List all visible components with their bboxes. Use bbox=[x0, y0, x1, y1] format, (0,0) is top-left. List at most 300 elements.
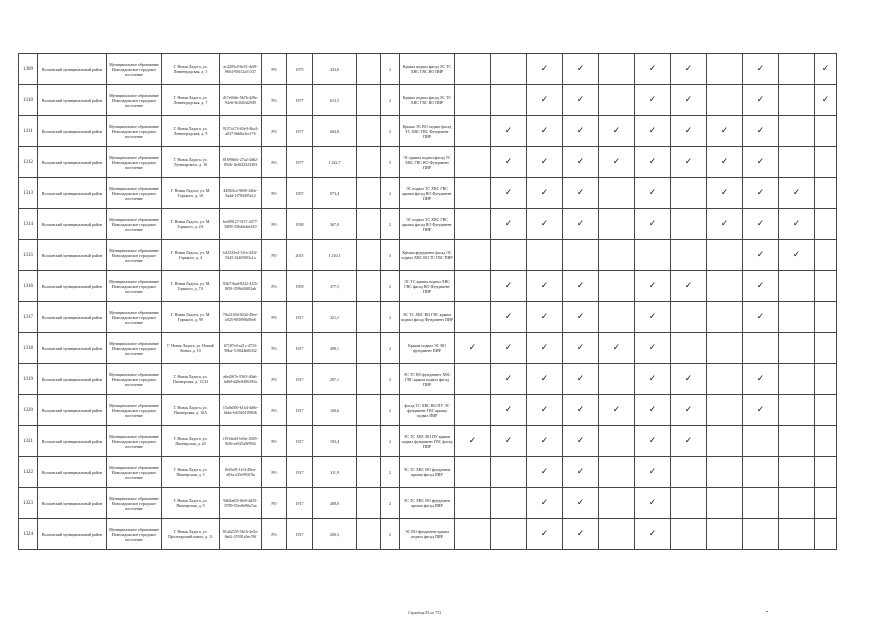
checkmark-icon: ✓ bbox=[720, 218, 729, 229]
work-type-cell bbox=[779, 488, 815, 519]
empty-cell bbox=[357, 178, 381, 209]
area-value: 287,1 bbox=[313, 364, 357, 395]
checkmark-icon: ✓ bbox=[504, 125, 513, 136]
construction-year: 1917 bbox=[287, 302, 313, 333]
address: Г. Новая Ладога, ул. Ленинградская, д. 5 bbox=[162, 54, 220, 85]
empty-cell bbox=[357, 364, 381, 395]
work-type-cell bbox=[455, 488, 491, 519]
work-type-cell bbox=[635, 240, 671, 271]
work-type-cell bbox=[743, 54, 779, 85]
checkmark-icon: ✓ bbox=[504, 187, 513, 198]
ownership-form: РО bbox=[262, 519, 287, 550]
fias-code: ba309127-5f37-4377-8499-336a0e4ef410 bbox=[220, 209, 262, 240]
work-type-cell bbox=[455, 302, 491, 333]
work-type-cell bbox=[671, 333, 707, 364]
work-type-cell bbox=[743, 333, 779, 364]
checkmark-icon: ✓ bbox=[756, 280, 765, 291]
work-type-cell bbox=[671, 209, 707, 240]
construction-year: 1917 bbox=[287, 426, 313, 457]
work-type-cell bbox=[743, 240, 779, 271]
work-type-cell bbox=[635, 519, 671, 550]
checkmark-icon: ✓ bbox=[648, 187, 657, 198]
work-type-cell bbox=[599, 147, 635, 178]
checkmark-icon: ✓ bbox=[756, 156, 765, 167]
address: Г. Новая Ладога, ул. Пионерская, д. 11/33 bbox=[162, 364, 220, 395]
work-type-cell bbox=[815, 209, 837, 240]
checkmark-icon: ✓ bbox=[540, 342, 549, 353]
work-type-cell bbox=[815, 271, 837, 302]
area-value: 160,6 bbox=[313, 395, 357, 426]
construction-year: 1917 bbox=[287, 457, 313, 488]
floors-count: 2 bbox=[381, 488, 400, 519]
checkmark-icon: ✓ bbox=[821, 94, 830, 105]
work-type-cell bbox=[599, 240, 635, 271]
work-type-cell bbox=[491, 240, 527, 271]
checkmark-icon: ✓ bbox=[684, 280, 693, 291]
work-type-cell bbox=[527, 209, 563, 240]
ownership-form: РО bbox=[262, 302, 287, 333]
ownership-form: РО bbox=[262, 240, 287, 271]
floors-count: 3 bbox=[381, 240, 400, 271]
work-type-cell bbox=[527, 302, 563, 333]
row-number: 1316 bbox=[19, 271, 38, 302]
checkmark-icon: ✓ bbox=[648, 311, 657, 322]
checkmark-icon: ✓ bbox=[468, 342, 477, 353]
checkmark-icon: ✓ bbox=[576, 466, 585, 477]
floors-count: 2 bbox=[381, 426, 400, 457]
empty-cell bbox=[357, 116, 381, 147]
work-type-cell bbox=[743, 116, 779, 147]
empty-cell bbox=[357, 240, 381, 271]
checkmark-icon: ✓ bbox=[720, 125, 729, 136]
address: Г. Новая Ладога, ул. Ленинградская, д. 7 bbox=[162, 85, 220, 116]
area-value: 408,0 bbox=[313, 488, 357, 519]
row-number: 1309 bbox=[19, 54, 38, 85]
fias-code: 9157a174-65e9-4ba4-a037-8eb8a3ec176 bbox=[220, 116, 262, 147]
work-type-cell bbox=[779, 271, 815, 302]
ownership-form: РО bbox=[262, 116, 287, 147]
address: Г. Новая Ладога, ул. Пролетарский канал, д. 11 bbox=[162, 519, 220, 550]
ownership-form: РО bbox=[262, 457, 287, 488]
work-type-cell bbox=[563, 178, 599, 209]
ownership-form: РО bbox=[262, 364, 287, 395]
fias-code: 9d04af03-f0e6-4d35-8789-55ec8e90a7aa bbox=[220, 488, 262, 519]
table-row bbox=[19, 178, 837, 209]
work-type-cell bbox=[707, 302, 743, 333]
checkmark-icon: ✓ bbox=[540, 497, 549, 508]
settlement-name: Муниципальное образование Новоладожское городское поселение bbox=[107, 302, 162, 333]
work-type-cell bbox=[707, 426, 743, 457]
checkmark-icon: ✓ bbox=[648, 63, 657, 74]
table-row bbox=[19, 457, 837, 488]
floors-count: 2 bbox=[381, 178, 400, 209]
work-type-cell bbox=[455, 54, 491, 85]
work-type-cell bbox=[743, 271, 779, 302]
work-type-cell bbox=[779, 364, 815, 395]
row-number: 1317 bbox=[19, 302, 38, 333]
work-type-cell bbox=[743, 85, 779, 116]
work-type-cell bbox=[455, 333, 491, 364]
district-name: Волховский муниципальный район bbox=[38, 178, 107, 209]
construction-year: 1977 bbox=[287, 116, 313, 147]
ownership-form: РО bbox=[262, 426, 287, 457]
work-type-cell bbox=[671, 178, 707, 209]
ownership-form: РО bbox=[262, 178, 287, 209]
work-type-cell bbox=[599, 302, 635, 333]
work-type-cell bbox=[707, 54, 743, 85]
checkmark-icon: ✓ bbox=[612, 125, 621, 136]
work-type-cell bbox=[455, 147, 491, 178]
work-type-cell bbox=[779, 85, 815, 116]
construction-year: 1938 bbox=[287, 209, 313, 240]
work-type-cell bbox=[635, 395, 671, 426]
work-type-cell bbox=[563, 333, 599, 364]
checkmark-icon: ✓ bbox=[648, 156, 657, 167]
checkmark-icon: ✓ bbox=[684, 156, 693, 167]
checkmark-icon: ✓ bbox=[504, 404, 513, 415]
work-type-cell bbox=[491, 488, 527, 519]
floors-count: 2 bbox=[381, 364, 400, 395]
area-value: 1 242,7 bbox=[313, 147, 357, 178]
checkmark-icon: ✓ bbox=[756, 404, 765, 415]
works-list: ЭС ТС ХВС ВО ГВС крыша подвал фасад Фундамент ПИР bbox=[400, 302, 455, 333]
empty-cell bbox=[357, 271, 381, 302]
checkmark-icon: ✓ bbox=[540, 125, 549, 136]
area-value: 200,3 bbox=[313, 519, 357, 550]
address: Г. Новая Ладога, ул. М. Горького, д. 4 bbox=[162, 240, 220, 271]
floors-count: 2 bbox=[381, 271, 400, 302]
table-row bbox=[19, 85, 837, 116]
ownership-form: РО bbox=[262, 209, 287, 240]
checkmark-icon: ✓ bbox=[576, 435, 585, 446]
settlement-name: Муниципальное образование Новоладожское городское поселение bbox=[107, 488, 162, 519]
settlement-name: Муниципальное образование Новоладожское городское поселение bbox=[107, 457, 162, 488]
work-type-cell bbox=[815, 519, 837, 550]
work-type-cell bbox=[455, 457, 491, 488]
works-list: ЭС крыша подвал фасад ТС ХВС ГВС ВО Фундамент ПИР bbox=[400, 147, 455, 178]
district-name: Волховский муниципальный район bbox=[38, 457, 107, 488]
work-type-cell bbox=[455, 116, 491, 147]
checkmark-icon: ✓ bbox=[648, 404, 657, 415]
address: Г. Новая Ладога, ул. Пионерская, д. 20 bbox=[162, 426, 220, 457]
checkmark-icon: ✓ bbox=[720, 187, 729, 198]
fias-code: 81a62535-5b1b-4e5a-8a62-25591a5ec59f bbox=[220, 519, 262, 550]
ownership-form: РО bbox=[262, 395, 287, 426]
checkmark-icon: ✓ bbox=[540, 466, 549, 477]
work-type-cell bbox=[527, 85, 563, 116]
area-value: 1 210,1 bbox=[313, 240, 357, 271]
row-number: 1319 bbox=[19, 364, 38, 395]
work-type-cell bbox=[491, 395, 527, 426]
table-row bbox=[19, 147, 837, 178]
settlement-name: Муниципальное образование Новоладожское городское поселение bbox=[107, 426, 162, 457]
ownership-form: РО bbox=[262, 271, 287, 302]
construction-year: 1977 bbox=[287, 147, 313, 178]
work-type-cell bbox=[743, 519, 779, 550]
floors-count: 2 bbox=[381, 519, 400, 550]
area-value: 377,5 bbox=[313, 271, 357, 302]
checkmark-icon: ✓ bbox=[756, 311, 765, 322]
table-row bbox=[19, 209, 837, 240]
work-type-cell bbox=[491, 85, 527, 116]
work-type-cell bbox=[527, 457, 563, 488]
checkmark-icon: ✓ bbox=[684, 435, 693, 446]
address: Г. Новая Ладога, ул. Луначарского, д. 10 bbox=[162, 147, 220, 178]
checkmark-icon: ✓ bbox=[540, 63, 549, 74]
checkmark-icon: ✓ bbox=[648, 528, 657, 539]
checkmark-icon: ✓ bbox=[504, 373, 513, 384]
work-type-cell bbox=[455, 519, 491, 550]
checkmark-icon: ✓ bbox=[648, 125, 657, 136]
work-type-cell bbox=[743, 395, 779, 426]
work-type-cell bbox=[635, 457, 671, 488]
checkmark-icon: ✓ bbox=[756, 373, 765, 384]
checkmark-icon: ✓ bbox=[504, 156, 513, 167]
ownership-form: РО bbox=[262, 333, 287, 364]
checkmark-icon: ✓ bbox=[504, 311, 513, 322]
work-type-cell bbox=[671, 116, 707, 147]
table-row bbox=[19, 333, 837, 364]
district-name: Волховский муниципальный район bbox=[38, 333, 107, 364]
empty-cell bbox=[357, 333, 381, 364]
work-type-cell bbox=[671, 519, 707, 550]
work-type-cell bbox=[491, 116, 527, 147]
floors-count: 2 bbox=[381, 333, 400, 364]
checkmark-icon: ✓ bbox=[720, 156, 729, 167]
work-type-cell bbox=[779, 302, 815, 333]
work-type-cell bbox=[671, 271, 707, 302]
checkmark-icon: ✓ bbox=[576, 311, 585, 322]
settlement-name: Муниципальное образование Новоладожское городское поселение bbox=[107, 364, 162, 395]
address: Г. Новая Ладога, ул. Ленинградская, д. 9 bbox=[162, 116, 220, 147]
work-type-cell bbox=[707, 116, 743, 147]
floors-count: 2 bbox=[381, 457, 400, 488]
work-type-cell bbox=[707, 395, 743, 426]
settlement-name: Муниципальное образование Новоладожское городское поселение bbox=[107, 240, 162, 271]
checkmark-icon: ✓ bbox=[684, 125, 693, 136]
work-type-cell bbox=[779, 519, 815, 550]
checkmark-icon: ✓ bbox=[540, 94, 549, 105]
work-type-cell bbox=[491, 519, 527, 550]
work-type-cell bbox=[635, 85, 671, 116]
checkmark-icon: ✓ bbox=[540, 280, 549, 291]
checkmark-icon: ✓ bbox=[540, 187, 549, 198]
floors-count: 2 bbox=[381, 116, 400, 147]
work-type-cell bbox=[599, 457, 635, 488]
district-name: Волховский муниципальный район bbox=[38, 116, 107, 147]
work-type-cell bbox=[599, 54, 635, 85]
work-type-cell bbox=[599, 271, 635, 302]
checkmark-icon: ✓ bbox=[576, 125, 585, 136]
works-list: ЭС подвал ТС ХВС ГВС крыша фасад ВО Фундамент ПИР bbox=[400, 209, 455, 240]
empty-cell bbox=[357, 457, 381, 488]
work-type-cell bbox=[707, 240, 743, 271]
table-row bbox=[19, 395, 837, 426]
construction-year: 1957 bbox=[287, 178, 313, 209]
works-list: Крыша подвал фасад ЭС ТС ХВС ГВС ВО ПИР bbox=[400, 85, 455, 116]
work-type-cell bbox=[743, 147, 779, 178]
work-type-cell bbox=[599, 116, 635, 147]
checkmark-icon: ✓ bbox=[648, 218, 657, 229]
checkmark-icon: ✓ bbox=[504, 280, 513, 291]
address: Г. Новая Ладога, ул. М. Горького, д. 10 bbox=[162, 178, 220, 209]
works-list: Крыша фундамент фасад ЭС подвал ХВС ВО ТС ГВС ПИР bbox=[400, 240, 455, 271]
work-type-cell bbox=[635, 271, 671, 302]
area-value: 193,4 bbox=[313, 426, 357, 457]
fias-code: d17e69ab-5b7b-429e-92e6-5b1b6fd2949 bbox=[220, 85, 262, 116]
table-row bbox=[19, 116, 837, 147]
works-list: фасад ТС ХВС ВО ПУ ЭС фундамент ГВС крыша подвал ПИР bbox=[400, 395, 455, 426]
checkmark-icon: ✓ bbox=[576, 63, 585, 74]
fias-code: 67187e4-a21c-4733-99ba-7c50d4b0f032 bbox=[220, 333, 262, 364]
works-list: ЭС ТС ВО фундамент ХВС ГВС крыша подвал фасад ПИР bbox=[400, 364, 455, 395]
work-type-cell bbox=[707, 457, 743, 488]
fias-code: 8ef5ef9-11f4-49ea-a83a-a35e99319a bbox=[220, 457, 262, 488]
checkmark-icon: ✓ bbox=[792, 218, 801, 229]
work-type-cell bbox=[599, 426, 635, 457]
work-type-cell bbox=[707, 147, 743, 178]
ownership-form: РО bbox=[262, 54, 287, 85]
fias-code: 70a3145d-0242-49ee-a025-905090b06e6 bbox=[220, 302, 262, 333]
work-type-cell bbox=[779, 426, 815, 457]
construction-year: 1917 bbox=[287, 364, 313, 395]
work-type-cell bbox=[527, 116, 563, 147]
work-type-cell bbox=[815, 54, 837, 85]
settlement-name: Муниципальное образование Новоладожское городское поселение bbox=[107, 54, 162, 85]
checkmark-icon: ✓ bbox=[684, 373, 693, 384]
works-list: ЭС ВО фундамент крыша подвал фасад ПИР bbox=[400, 519, 455, 550]
work-type-cell bbox=[563, 426, 599, 457]
checkmark-icon: ✓ bbox=[648, 280, 657, 291]
work-type-cell bbox=[491, 209, 527, 240]
fias-code: 15a9a500-b1b4-4d0e-bbbe-b4f5b5109846 bbox=[220, 395, 262, 426]
checkmark-icon: ✓ bbox=[576, 280, 585, 291]
address: Г. Новая Ладога, ул. Пионерская, д. 9 bbox=[162, 488, 220, 519]
works-list: ЭС подвал ТС ХВС ГВС крыша фасад ВО Фундамент ПИР bbox=[400, 178, 455, 209]
work-type-cell bbox=[455, 364, 491, 395]
work-type-cell bbox=[635, 333, 671, 364]
checkmark-icon: ✓ bbox=[468, 435, 477, 446]
empty-cell bbox=[357, 147, 381, 178]
checkmark-icon: ✓ bbox=[612, 156, 621, 167]
checkmark-icon: ✓ bbox=[756, 94, 765, 105]
work-type-cell bbox=[671, 395, 707, 426]
work-type-cell bbox=[491, 333, 527, 364]
work-type-cell bbox=[455, 271, 491, 302]
work-type-cell bbox=[527, 147, 563, 178]
work-type-cell bbox=[707, 85, 743, 116]
checkmark-icon: ✓ bbox=[792, 187, 801, 198]
checkmark-icon: ✓ bbox=[648, 497, 657, 508]
housing-register-table bbox=[18, 53, 837, 550]
page-footer: Страница 83 из 753 bbox=[408, 610, 442, 615]
work-type-cell bbox=[635, 116, 671, 147]
work-type-cell bbox=[491, 364, 527, 395]
area-value: 433,6 bbox=[313, 54, 357, 85]
work-type-cell bbox=[635, 147, 671, 178]
district-name: Волховский муниципальный район bbox=[38, 364, 107, 395]
work-type-cell bbox=[671, 85, 707, 116]
settlement-name: Муниципальное образование Новоладожское городское поселение bbox=[107, 147, 162, 178]
table-row bbox=[19, 271, 837, 302]
work-type-cell bbox=[491, 302, 527, 333]
row-number: 1321 bbox=[19, 426, 38, 457]
settlement-name: Муниципальное образование Новоладожское городское поселение bbox=[107, 271, 162, 302]
work-type-cell bbox=[815, 147, 837, 178]
table-row bbox=[19, 364, 837, 395]
work-type-cell bbox=[671, 457, 707, 488]
work-type-cell bbox=[527, 54, 563, 85]
work-type-cell bbox=[635, 54, 671, 85]
checkmark-icon: ✓ bbox=[612, 404, 621, 415]
floors-count: 2 bbox=[381, 209, 400, 240]
work-type-cell bbox=[599, 333, 635, 364]
work-type-cell bbox=[707, 488, 743, 519]
district-name: Волховский муниципальный район bbox=[38, 519, 107, 550]
checkmark-icon: ✓ bbox=[576, 373, 585, 384]
work-type-cell bbox=[491, 426, 527, 457]
work-type-cell bbox=[779, 178, 815, 209]
ownership-form: РО bbox=[262, 85, 287, 116]
works-list: Крыша подвал ЭС ВО фундамент ПИР bbox=[400, 333, 455, 364]
checkmark-icon: ✓ bbox=[756, 187, 765, 198]
work-type-cell bbox=[815, 426, 837, 457]
settlement-name: Муниципальное образование Новоладожское городское поселение bbox=[107, 333, 162, 364]
work-type-cell bbox=[635, 364, 671, 395]
area-value: 311,9 bbox=[313, 457, 357, 488]
work-type-cell bbox=[671, 302, 707, 333]
empty-cell bbox=[357, 395, 381, 426]
floors-count: 2 bbox=[381, 395, 400, 426]
works-list: ЭС ТС ХВС ВО фундамент крыша фасад ПИР bbox=[400, 488, 455, 519]
row-number: 1320 bbox=[19, 395, 38, 426]
area-value: 498,1 bbox=[313, 333, 357, 364]
checkmark-icon: ✓ bbox=[576, 497, 585, 508]
settlement-name: Муниципальное образование Новоладожское городское поселение bbox=[107, 116, 162, 147]
work-type-cell bbox=[491, 147, 527, 178]
table-row bbox=[19, 54, 837, 85]
works-list: Крыша подвал фасад ЭС ТС ХВС ГВС ВО ПИР bbox=[400, 54, 455, 85]
checkmark-icon: ✓ bbox=[576, 187, 585, 198]
scan-speck bbox=[766, 611, 768, 612]
work-type-cell bbox=[455, 178, 491, 209]
work-type-cell bbox=[671, 240, 707, 271]
checkmark-icon: ✓ bbox=[821, 63, 830, 74]
work-type-cell bbox=[671, 54, 707, 85]
works-list: ЭС ТС крыша подвал ХВС ГВС фасад ВО Фундамент ПИР bbox=[400, 271, 455, 302]
district-name: Волховский муниципальный район bbox=[38, 395, 107, 426]
work-type-cell bbox=[455, 85, 491, 116]
floors-count: 2 bbox=[381, 85, 400, 116]
work-type-cell bbox=[743, 457, 779, 488]
work-type-cell bbox=[599, 519, 635, 550]
district-name: Волховский муниципальный район bbox=[38, 240, 107, 271]
checkmark-icon: ✓ bbox=[540, 528, 549, 539]
checkmark-icon: ✓ bbox=[756, 63, 765, 74]
work-type-cell bbox=[743, 364, 779, 395]
empty-cell bbox=[357, 85, 381, 116]
work-type-cell bbox=[563, 116, 599, 147]
district-name: Волховский муниципальный район bbox=[38, 426, 107, 457]
works-list: ЭС ТС ХВС ВО фундамент крыша фасад ПИР bbox=[400, 457, 455, 488]
work-type-cell bbox=[635, 488, 671, 519]
work-type-cell bbox=[779, 116, 815, 147]
work-type-cell bbox=[563, 85, 599, 116]
fias-code: ac3205c0-6e51-4ef9-9604-95012a51337 bbox=[220, 54, 262, 85]
work-type-cell bbox=[779, 240, 815, 271]
checkmark-icon: ✓ bbox=[504, 342, 513, 353]
work-type-cell bbox=[491, 457, 527, 488]
